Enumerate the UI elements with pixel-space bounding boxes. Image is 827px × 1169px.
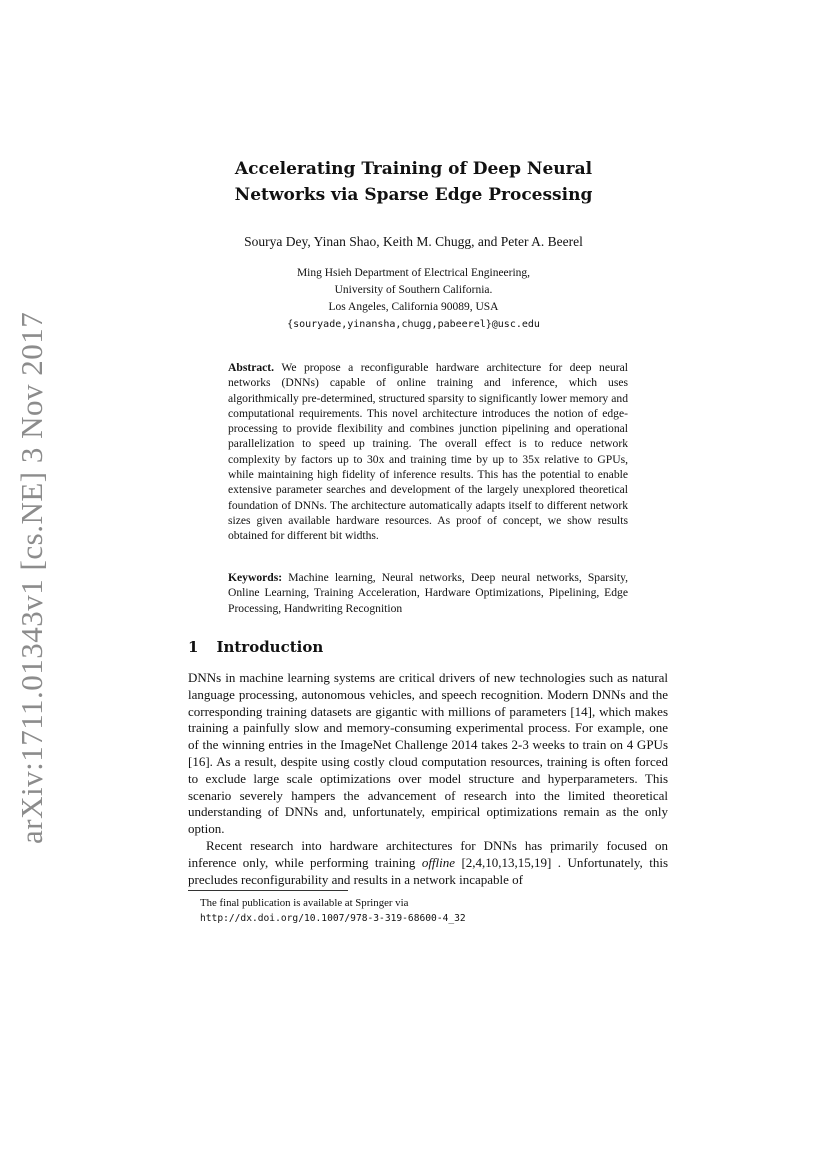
paragraph-2-text-end: [2,4,10,13,15,19] . Unfortunately, this precludes reconfigurability and results in a network incapable of [188, 854, 669, 887]
paper-title [0, 156, 827, 208]
affiliation-department: Ming Hsieh Department of Electrical Engineering, [296, 267, 531, 279]
introduction-paragraph-2 [188, 838, 668, 888]
paragraph-2-text-start: Recent research into hardware architectures for DNNs has primarily focused on inference only, while performing training [188, 837, 668, 870]
paper-title-line-1: Accelerating Training of Deep Neural [234, 159, 593, 179]
affiliation-university: University of Southern California. [334, 284, 493, 296]
arxiv-identifier-text: arXiv:1711.01343v1 [cs.NE] 3 Nov 2017 [14, 311, 49, 844]
section-heading-introduction [188, 638, 323, 656]
abstract [228, 360, 628, 544]
footnote [200, 896, 466, 926]
footnote-text: The final publication is available at Springer via [200, 897, 409, 909]
affiliation-location: Los Angeles, California 90089, USA [328, 301, 499, 313]
abstract-text: We propose a reconfigurable hardware architecture for deep neural networks (DNNs) capable of online training and inference, which uses algorithmically pre-determined, structured sparsity to significantly lower memory and computational requirements. This novel architecture introduces the notion of edge-processing to provide flexibility and combines junction pipelining and operational parallelization to speed up training. The overall effect is to reduce network complexity by factors up to 30x and training time by up to 35x relative to GPUs, while maintaining high fidelity of inference results. This has the potential to enable extensive parameter searches and development of the largely unexplored theoretical foundation of DNNs. The architecture automatically adapts itself to different network sizes given available hardware resources. As proof of concept, we show results obtained for different bit widths. [228, 361, 628, 543]
introduction-paragraph-1: DNNs in machine learning systems are critical drivers of new technologies such as natural language processing, autonomous vehicles, and speech recognition. Modern DNNs and the corresponding training datasets are gigantic with millions of parameters [14], which makes training a painfully slow and memory-consuming experimental process. For example, one of the winning entries in the ImageNet Challenge 2014 takes 2-3 weeks to train on 4 GPUs [16]. As a result, despite using costly cloud computation resources, training is often forced to exclude large scale optimizations over model structure and hyperparameters. This scenario severely hampers the advancement of research into the limited theoretical understanding of DNNs and, unfortunately, empirical optimizations remain as the only option. [188, 670, 668, 837]
affiliation-block [0, 265, 827, 333]
abstract-label: Abstract. [228, 361, 275, 374]
author-list: Sourya Dey, Yinan Shao, Keith M. Chugg, and Peter A. Beerel [244, 234, 583, 249]
footnote-doi-link[interactable]: http://dx.doi.org/10.1007/978-3-319-68600-4_32 [200, 913, 466, 924]
footnote-divider [188, 890, 348, 891]
section-title: Introduction [216, 638, 324, 656]
author-emails: {souryade,yinansha,chugg,pabeerel}@usc.edu [287, 319, 540, 330]
keywords-text: Machine learning, Neural networks, Deep neural networks, Sparsity, Online Learning, Training Acceleration, Hardware Optimizations, Pipelining, Edge Processing, Handwriting Recognition [228, 571, 629, 615]
section-number: 1 [188, 638, 199, 656]
emphasized-offline: offline [421, 854, 456, 870]
introduction-body [188, 670, 668, 888]
paper-title-line-2: Networks via Sparse Edge Processing [234, 185, 593, 205]
keywords-label: Keywords: [228, 571, 283, 584]
keywords [228, 570, 628, 616]
